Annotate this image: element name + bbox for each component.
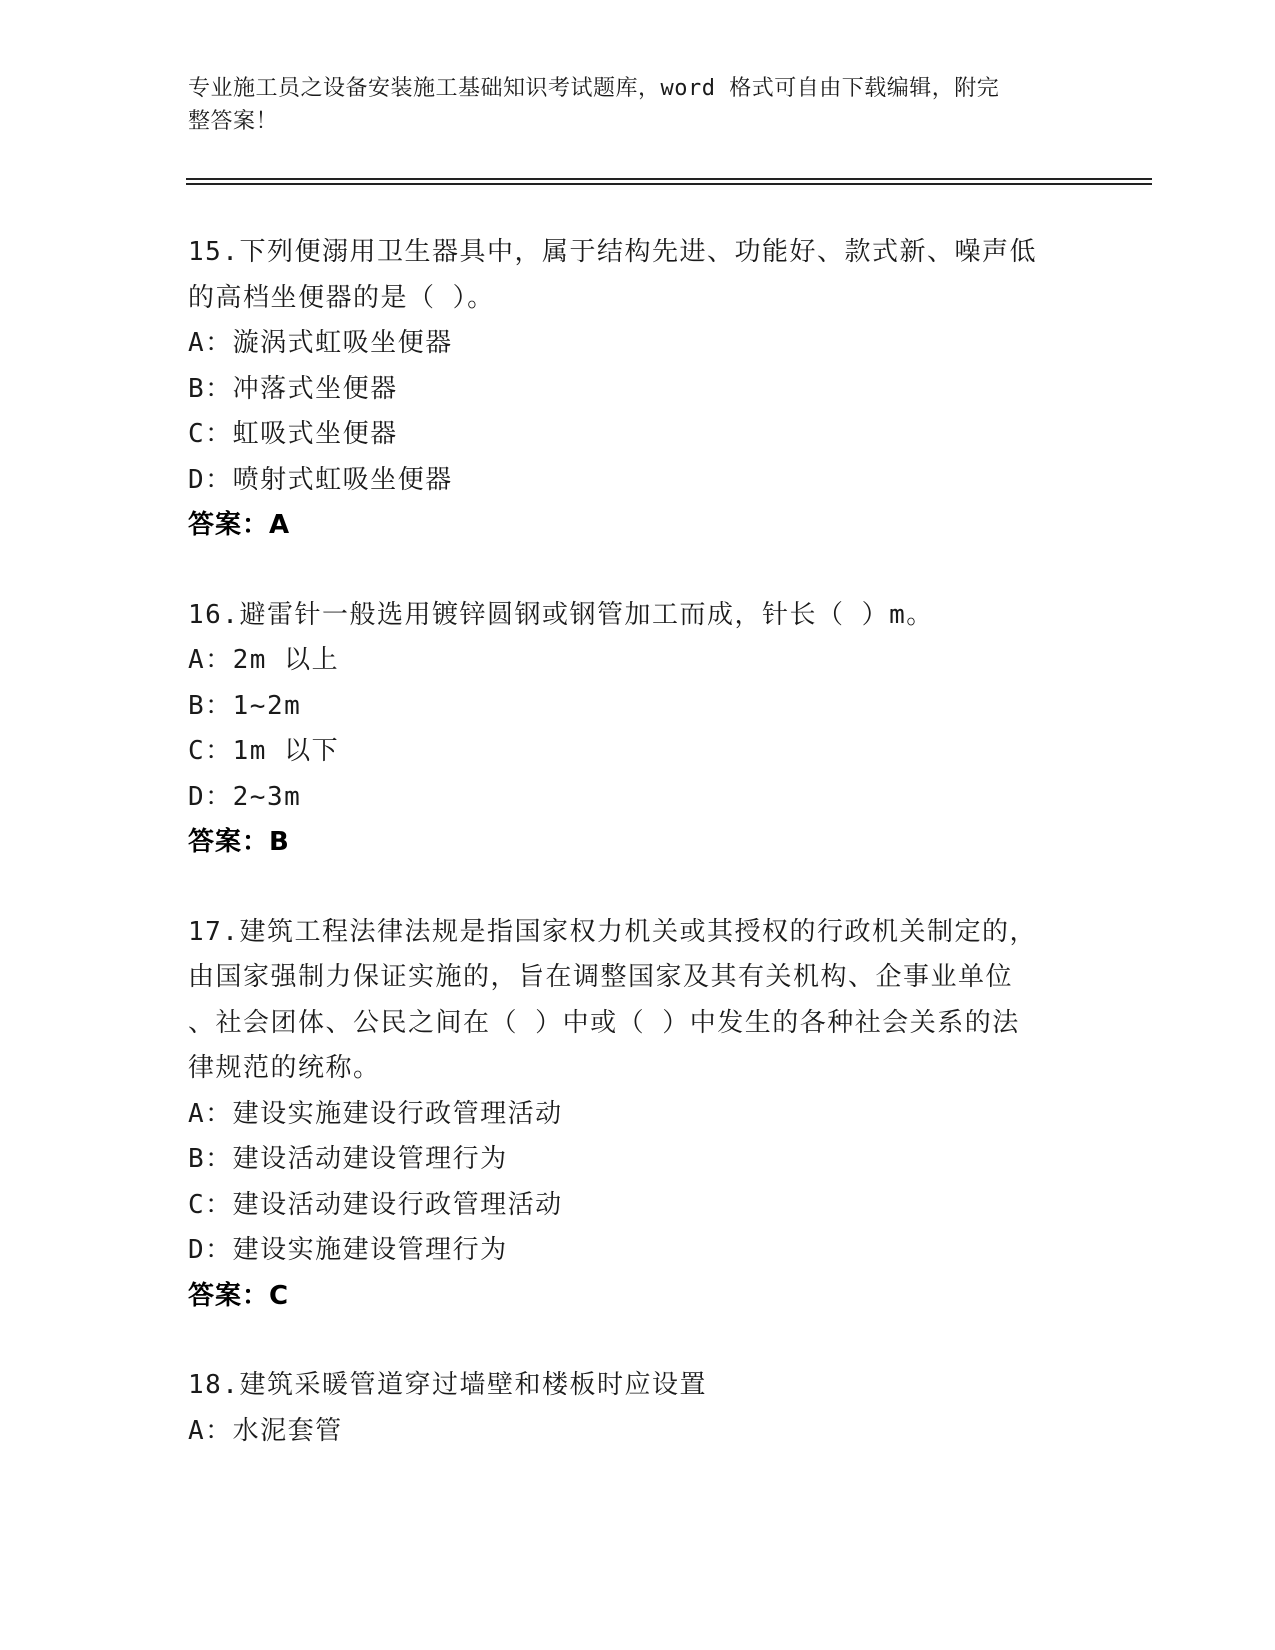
question-line: 17.建筑工程法律法规是指国家权力机关或其授权的行政机关制定的， <box>188 916 1037 947</box>
header-divider-bottom <box>186 183 1152 185</box>
option-a: A：水泥套管 <box>188 1415 343 1446</box>
question-line: 15.下列便溺用卫生器具中，属于结构先进、功能好、款式新、噪声低 <box>188 237 1037 267</box>
header-divider-top <box>186 178 1152 180</box>
option-b: B：建设活动建设管理行为 <box>188 1144 508 1174</box>
option-b: B：冲落式坐便器 <box>188 373 398 404</box>
question-text <box>188 1363 1108 1409</box>
document-header <box>188 72 1078 138</box>
option-d: D：建设实施建设管理行为 <box>188 1235 508 1265</box>
question-line: 由国家强制力保证实施的，旨在调整国家及其有关机构、企事业单位 <box>188 962 1014 992</box>
option-b: B：1~2m <box>188 690 302 721</box>
question-16 <box>188 593 1108 866</box>
answer: 答案：B <box>188 827 290 857</box>
option-d: D：2~3m <box>188 781 302 812</box>
option-a: A：建设实施建设行政管理活动 <box>188 1098 563 1129</box>
question-17 <box>188 910 1108 1320</box>
question-text <box>188 910 1108 1092</box>
question-text <box>188 593 1108 639</box>
option-a: A：漩涡式虹吸坐便器 <box>188 328 453 358</box>
question-15 <box>188 230 1108 549</box>
header-line-1: 专业施工员之设备安装施工基础知识考试题库，word 格式可自由下载编辑，附完 <box>188 76 1000 101</box>
option-c: C：虹吸式坐便器 <box>188 419 398 449</box>
question-18 <box>188 1363 1108 1454</box>
question-line: 18.建筑采暖管道穿过墙壁和楼板时应设置 <box>188 1370 707 1400</box>
option-d: D：喷射式虹吸坐便器 <box>188 464 453 495</box>
answer: 答案：A <box>188 510 291 540</box>
option-c: C：1m 以下 <box>188 736 340 766</box>
question-list <box>188 230 1108 1498</box>
question-line: 、社会团体、公民之间在（ ）中或（ ）中发生的各种社会关系的法 <box>188 1007 1020 1038</box>
question-line: 16.避雷针一般选用镀锌圆钢或钢管加工而成，针长（ ）m。 <box>188 599 934 630</box>
question-line: 的高档坐便器的是（ ）。 <box>188 282 495 313</box>
option-a: A：2m 以上 <box>188 645 340 675</box>
header-line-2: 整答案！ <box>188 109 279 134</box>
answer: 答案：C <box>188 1280 290 1311</box>
question-line: 律规范的统称。 <box>188 1053 381 1083</box>
option-c: C：建设活动建设行政管理活动 <box>188 1189 563 1220</box>
question-text <box>188 230 1108 321</box>
